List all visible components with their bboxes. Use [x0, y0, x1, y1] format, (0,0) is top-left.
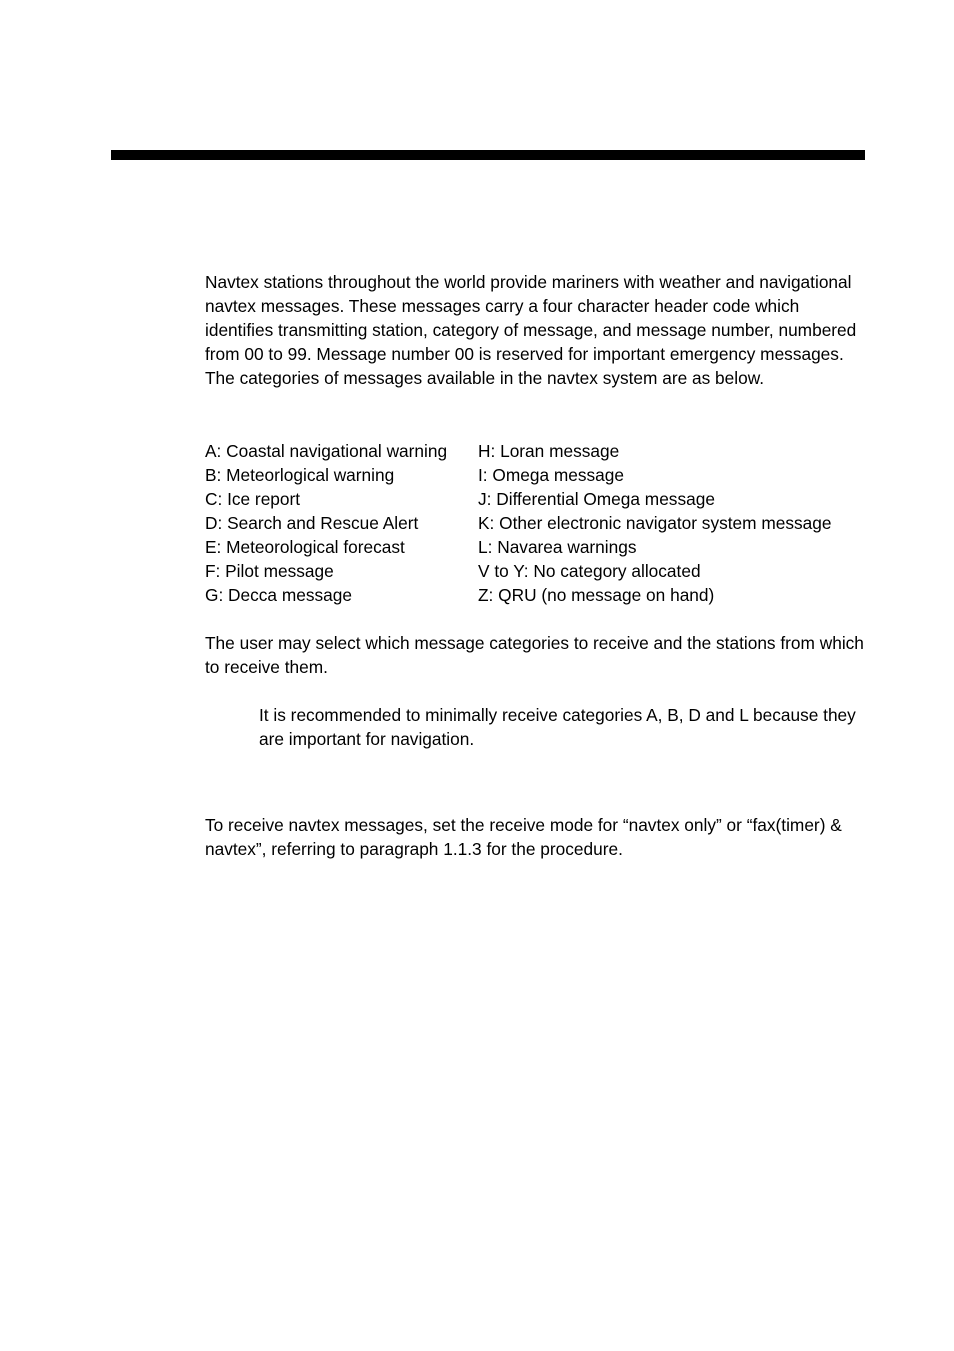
category-item: D: Search and Rescue Alert [205, 513, 419, 533]
header-rule [111, 150, 865, 160]
category-row [205, 463, 865, 487]
category-item: I: Omega message [478, 465, 624, 485]
category-row [205, 559, 865, 583]
receive-mode-paragraph: To receive navtex messages, set the receive mode for “navtex only” or “fax(timer) & navtex”, referring to paragraph 1.1.3 for the procedure. [205, 815, 842, 860]
category-item: F: Pilot message [205, 561, 334, 581]
category-list [205, 439, 865, 607]
category-item: Z: QRU (no message on hand) [478, 585, 715, 605]
user-select-paragraph: The user may select which message categories to receive and the stations from which to receive them. [205, 633, 864, 678]
category-item: B: Meteorlogical warning [205, 465, 395, 485]
category-item: L: Navarea warnings [478, 537, 637, 557]
category-item: J: Differential Omega message [478, 489, 715, 509]
category-row [205, 535, 865, 559]
category-item: H: Loran message [478, 441, 620, 461]
category-item: E: Meteorological forecast [205, 537, 405, 557]
recommendation-note: It is recommended to minimally receive categories A, B, D and L because they are important for navigation. [259, 705, 856, 749]
category-row [205, 511, 865, 535]
category-row [205, 583, 865, 607]
category-item: G: Decca message [205, 585, 352, 605]
category-item: K: Other electronic navigator system message [478, 513, 832, 533]
category-item: A: Coastal navigational warning [205, 441, 448, 461]
category-item: V to Y: No category allocated [478, 561, 701, 581]
category-row [205, 487, 865, 511]
intro-paragraph: Navtex stations throughout the world provide mariners with weather and navigational navtex messages. These messages carry a four character header code which identifies transmitting station, category of message, and message number, numbered from 00 to 99. Message number 00 is reserved for important emergency messages. The categories of messages available in the navtex system are as below. [205, 272, 857, 389]
category-row [205, 439, 865, 463]
category-item: C: Ice report [205, 489, 301, 509]
